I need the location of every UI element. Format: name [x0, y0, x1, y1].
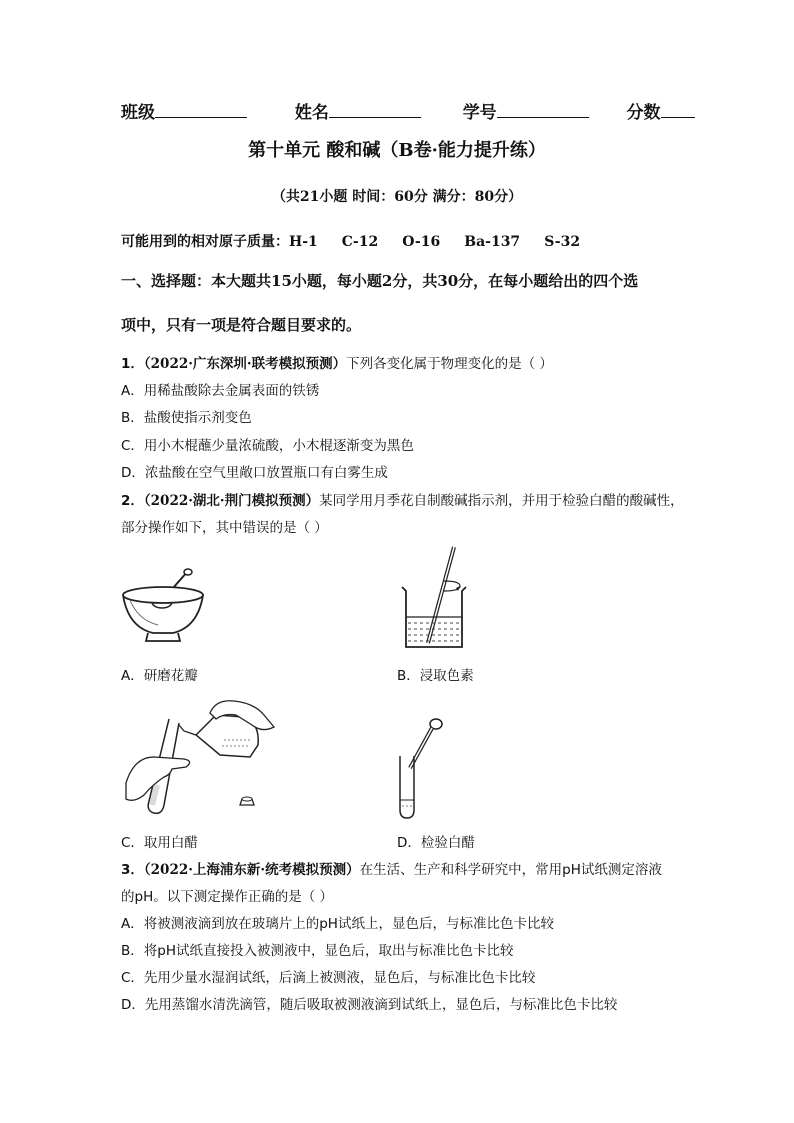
section-heading-line2: 项中，只有一项是符合题目要求的。 [121, 316, 362, 334]
question-source: （2022·广东深圳·联考模拟预测） [143, 356, 347, 372]
mass-item: H-1 [289, 234, 318, 250]
question-text: 某同学用月季花自制酸碱指示剂，并用于检验白醋的酸碱性， [319, 493, 684, 509]
question-number: 1． [121, 356, 144, 372]
pouring-liquid-illustration [124, 695, 284, 820]
name-blank[interactable] [329, 103, 421, 118]
score-blank[interactable] [661, 103, 695, 118]
mass-item: O-16 [402, 234, 441, 250]
question-3 [121, 858, 662, 878]
q3-option-a[interactable]: A．将被测液滴到放在玻璃片上的pH试纸上，显色后，与标准比色卡比较 [121, 916, 554, 932]
mass-item: Ba-137 [464, 234, 521, 250]
q1-option-c[interactable]: C．用小木棍蘸少量浓硫酸，小木棍逐渐变为黑色 [121, 438, 414, 454]
question-source: （2022·上海浦东新·统考模拟预测） [143, 862, 360, 878]
q3-option-c[interactable]: C．先用少量水湿润试纸，后滴上被测液，显色后，与标准比色卡比较 [121, 970, 536, 986]
q1-option-b[interactable]: B．盐酸使指示剂变色 [121, 410, 252, 426]
q1-option-a[interactable]: A．用稀盐酸除去金属表面的铁锈 [121, 383, 320, 399]
question-number: 3． [121, 862, 144, 878]
q1-option-d[interactable]: D．浓盐酸在空气里敞口放置瓶口有白雾生成 [121, 465, 388, 481]
masses-label: 可能用到的相对原子质量： [121, 234, 289, 250]
name-label: 姓名 [294, 103, 329, 123]
question-source: （2022·湖北·荆门模拟预测） [143, 493, 320, 509]
figure-d-caption: D．检验白醋 [397, 835, 475, 851]
q3-option-d[interactable]: D．先用蒸馏水清洗滴管，随后吸取被测液滴到试纸上，显色后，与标准比色卡比较 [121, 997, 618, 1013]
class-label: 班级 [121, 103, 155, 123]
atomic-masses [121, 231, 604, 251]
question-1 [121, 352, 553, 372]
question-text: 下列各变化属于物理变化的是（ ） [346, 356, 553, 372]
score-label: 分数 [626, 103, 661, 123]
figure-a-caption: A．研磨花瓣 [121, 668, 198, 684]
dropper-test-tube-illustration [392, 712, 452, 822]
mortar-pestle-illustration [118, 565, 218, 650]
number-blank[interactable] [497, 103, 589, 118]
figure-c-caption: C．取用白醋 [121, 835, 198, 851]
question-text: 在生活、生产和科学研究中，常用pH试纸测定溶液 [359, 862, 662, 878]
question-number: 2． [121, 493, 144, 509]
page-title: 第十单元 酸和碱（B卷·能力提升练） [248, 140, 546, 161]
exam-info: （共21小题 时间：60分 满分：80分） [271, 189, 523, 205]
section-heading-line1: 一、选择题：本大题共15小题，每小题2分，共30分，在每小题给出的四个选 [121, 272, 639, 290]
question-2-text-continued: 部分操作如下，其中错误的是（ ） [121, 520, 328, 536]
class-blank[interactable] [155, 103, 247, 118]
student-info-row [121, 98, 695, 123]
number-label: 学号 [462, 103, 497, 123]
mass-item: C-12 [341, 234, 379, 250]
beaker-stirring-illustration [400, 543, 480, 655]
mass-item: S-32 [544, 234, 581, 250]
figure-b-caption: B．浸取色素 [397, 668, 474, 684]
question-2 [121, 489, 684, 509]
question-3-text-continued: 的pH。以下测定操作正确的是（ ） [121, 889, 334, 905]
q3-option-b[interactable]: B．将pH试纸直接投入被测液中，显色后，取出与标准比色卡比较 [121, 943, 514, 959]
